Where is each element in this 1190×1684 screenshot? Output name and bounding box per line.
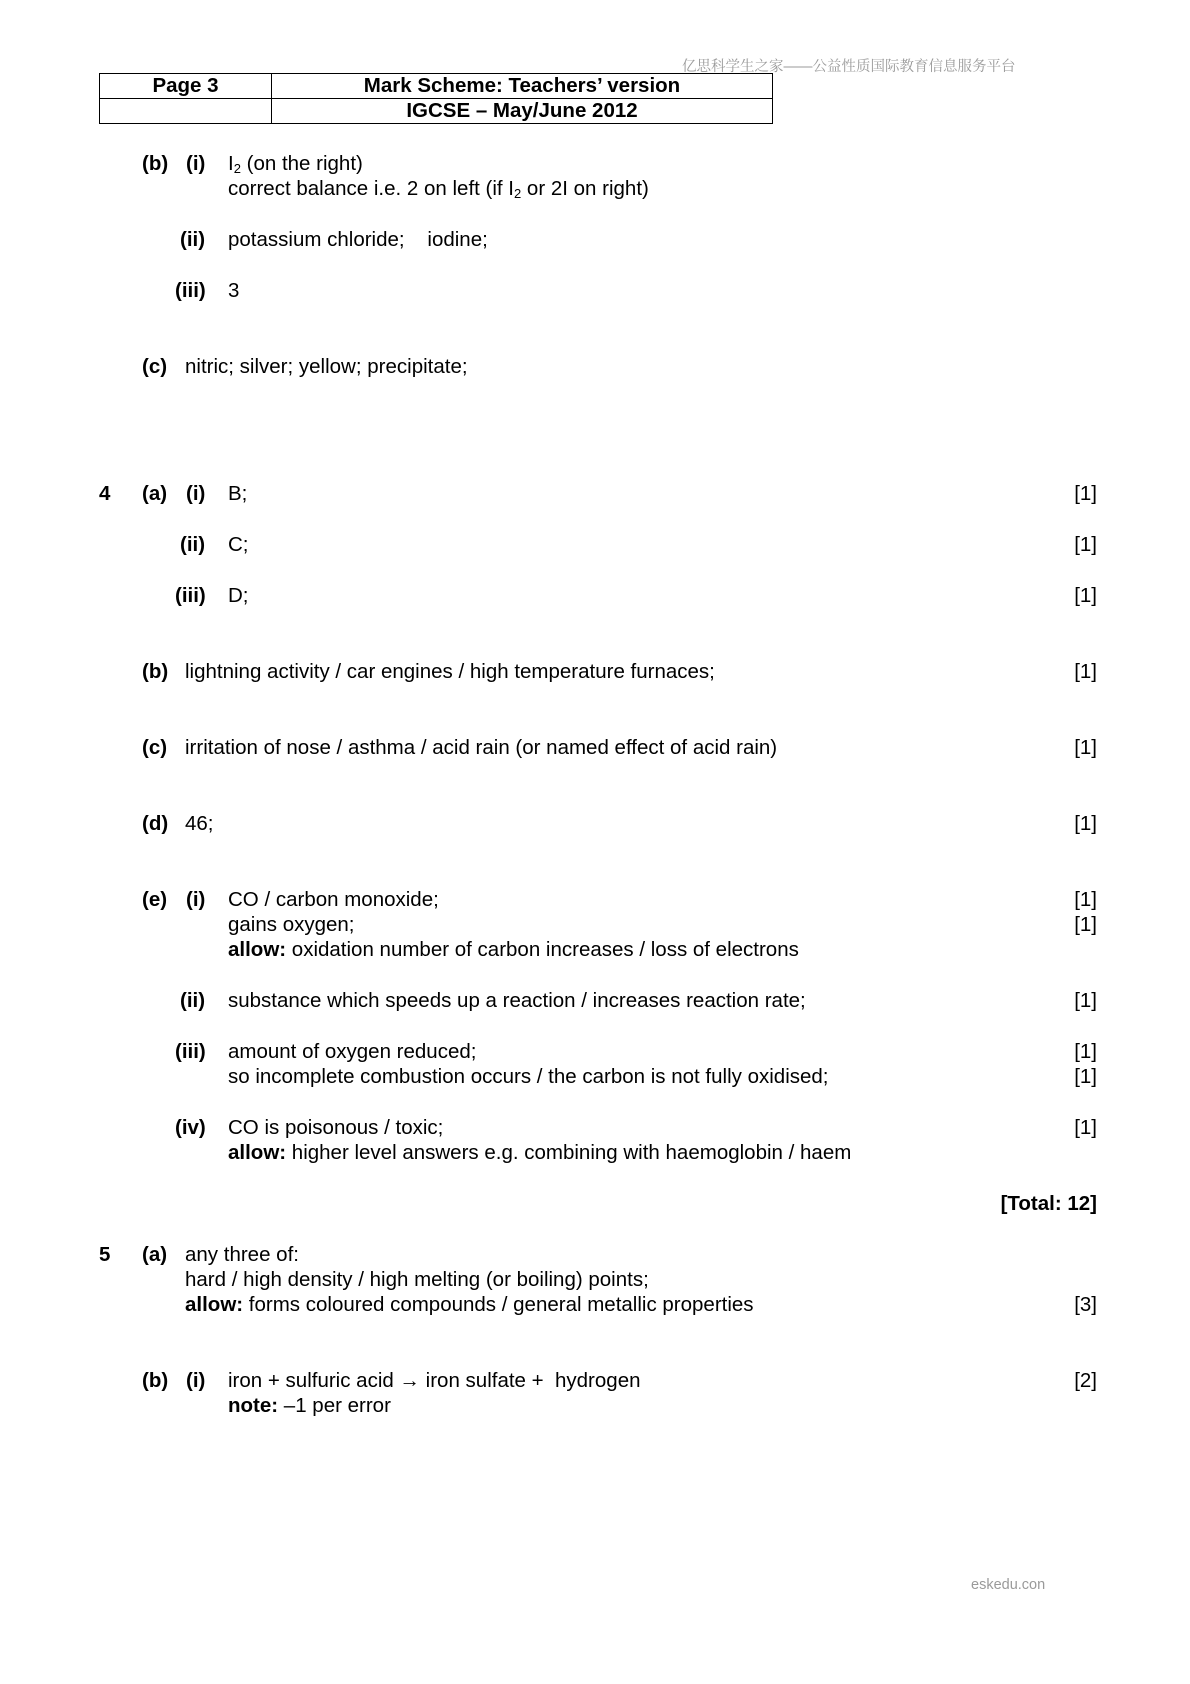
- header-empty-cell: [100, 99, 272, 124]
- q5-number: 5: [99, 1243, 111, 1266]
- q5-bi-mark: [2]: [1074, 1369, 1097, 1392]
- q3-c-label: (c): [142, 355, 168, 378]
- q4-eiv-label: (iv): [175, 1116, 206, 1139]
- q4-eii-text: substance which speeds up a reaction / increases reaction rate;: [228, 989, 806, 1012]
- q4-eiv-allow-line: allow: higher level answers e.g. combining with haemoglobin / haem: [228, 1141, 852, 1164]
- page-number: Page 3: [100, 74, 272, 99]
- q4-eiv-mark: [1]: [1074, 1116, 1097, 1139]
- q4-ei-mark2: [1]: [1074, 913, 1097, 936]
- q4-total: [Total: 12]: [1000, 1192, 1097, 1215]
- q3-bi-line1: $I_2$ (on the right): [228, 152, 363, 176]
- q3-biii-text: 3: [228, 279, 240, 302]
- q4-ai-text: B;: [228, 482, 248, 505]
- q4-ei-label: (i): [186, 888, 206, 911]
- scheme-title: Mark Scheme: Teachers’ version: [272, 74, 773, 99]
- q4-aiii-label: (iii): [175, 584, 206, 607]
- watermark-bottom: eskedu.con: [971, 1577, 1046, 1593]
- q5-a-label: (a): [142, 1243, 168, 1266]
- q5-a-allow-line: allow: forms coloured compounds / general metallic properties: [185, 1293, 754, 1316]
- q4-eiii-mark1: [1]: [1074, 1040, 1097, 1063]
- q4-b-text: lightning activity / car engines / high temperature furnaces;: [185, 660, 715, 683]
- q5-a-mark: [3]: [1074, 1293, 1097, 1316]
- q5-bi-label: (i): [186, 1369, 206, 1392]
- q3-bi-line2: correct balance i.e. 2 on left (if $I_2$ or 2I on right): [228, 177, 649, 201]
- q4-ei-mark1: [1]: [1074, 888, 1097, 911]
- q3-bii-label: (ii): [180, 228, 206, 251]
- q3-bii-text: potassium chloride; iodine;: [228, 228, 488, 251]
- q4-eii-label: (ii): [180, 989, 206, 1012]
- exam-title: IGCSE – May/June 2012: [272, 99, 773, 124]
- header-table: [99, 73, 773, 124]
- q4-ei-line1: CO / carbon monoxide;: [228, 888, 439, 911]
- q5-bi-note-line: note: –1 per error: [228, 1394, 391, 1417]
- q4-eiv-line1: CO is poisonous / toxic;: [228, 1116, 444, 1139]
- q5-a-line2: hard / high density / high melting (or boiling) points;: [185, 1268, 649, 1291]
- q4-d-text: 46;: [185, 812, 214, 835]
- q4-ai-mark: [1]: [1074, 482, 1097, 505]
- q4-eiii-line1: amount of oxygen reduced;: [228, 1040, 477, 1063]
- q4-ei-allow-line: allow: oxidation number of carbon increases / loss of electrons: [228, 938, 799, 961]
- q4-ai-label: (i): [186, 482, 206, 505]
- q4-d-mark: [1]: [1074, 812, 1097, 835]
- q4-aii-mark: [1]: [1074, 533, 1097, 556]
- q3-bi-label: (i): [186, 152, 206, 175]
- q4-c-mark: [1]: [1074, 736, 1097, 759]
- q3-c-text: nitric; silver; yellow; precipitate;: [185, 355, 468, 378]
- q4-aiii-mark: [1]: [1074, 584, 1097, 607]
- q3-biii-label: (iii): [175, 279, 206, 302]
- q4-number: 4: [99, 482, 111, 505]
- q4-a-label: (a): [142, 482, 168, 505]
- q3-b-label: (b): [142, 152, 169, 175]
- q4-b-mark: [1]: [1074, 660, 1097, 683]
- q4-aii-text: C;: [228, 533, 249, 556]
- watermark-top: 亿思科学生之家——公益性质国际教育信息服务平台: [682, 59, 1016, 75]
- q4-aiii-text: D;: [228, 584, 249, 607]
- q4-e-label: (e): [142, 888, 168, 911]
- q4-b-label: (b): [142, 660, 169, 683]
- q5-bi-equation: iron + sulfuric acid → iron sulfate + hydrogen: [228, 1369, 641, 1392]
- q4-c-text: irritation of nose / asthma / acid rain (or named effect of acid rain): [185, 736, 778, 759]
- q5-a-line1: any three of:: [185, 1243, 299, 1266]
- q4-c-label: (c): [142, 736, 168, 759]
- q4-eii-mark: [1]: [1074, 989, 1097, 1012]
- q4-eiii-line2: so incomplete combustion occurs / the carbon is not fully oxidised;: [228, 1065, 829, 1088]
- q4-eiii-mark2: [1]: [1074, 1065, 1097, 1088]
- q4-aii-label: (ii): [180, 533, 206, 556]
- q4-ei-line2: gains oxygen;: [228, 913, 355, 936]
- q5-b-label: (b): [142, 1369, 169, 1392]
- q4-eiii-label: (iii): [175, 1040, 206, 1063]
- q4-d-label: (d): [142, 812, 169, 835]
